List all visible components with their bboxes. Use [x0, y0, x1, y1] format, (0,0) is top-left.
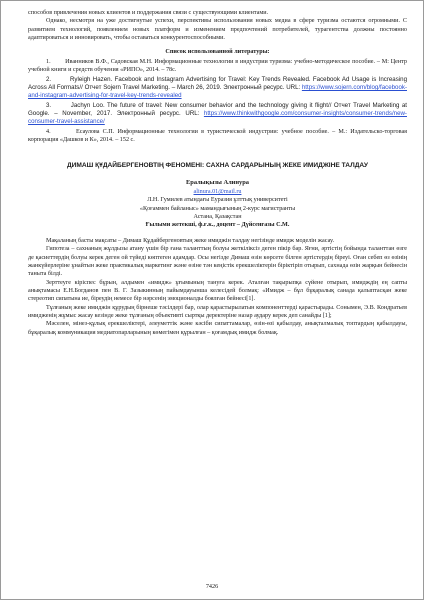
- body-paragraph-hypothesis: Гипотеза – сахнаның жұлдызы атану үшін бір ғана таланттың болуы жеткіліксіз деген пікір бар. Яғни, әртістің бойында таланттан өзге де қасиеттердің болуы керек деген ой түйеді көптеген адамдар. Осы негізде Димаш өзін көрсете білген әртістердің біреуі. Оған себеп өз өзінің жанкүйерлеріне ұнайтын жеке практикалық маркетинг және өзіне тән кеңістік ерекшеліктерін біріктіріп отырып, сахнада өзін жарқын бейнесін таныта білді.: [28, 246, 407, 278]
- intro-paragraph-continued: способов привлечения новых клиентов и поддержания связи с существующими клиентами.: [28, 10, 269, 16]
- reference-item: 4. Есаулова С.П. Информационные технологии в туристической индустрии: учебное пособие. – М.: Издательско-торговая корпорация «Дашков и К», 2014. – 152 с.: [28, 128, 407, 144]
- page-number: 7426: [205, 582, 219, 590]
- reference-link[interactable]: https://www.thinkwithgoogle.com/consumer-insights/consumer-trends/new-consumer-travel-assistance/: [28, 109, 407, 126]
- references-title: Список использованной литературы:: [165, 49, 270, 56]
- reference-link[interactable]: https://www.sojern.com/blog/facebook-and-instagram-advertising-for-travel-key-trends-revealed: [28, 83, 407, 100]
- affiliation-program: «Қоғаммен байланыс» мамандығының 2-курс магистранты: [139, 205, 296, 212]
- author-name: Ералықызы Алинура: [186, 179, 249, 187]
- body-paragraph-aim: Мақаланың басты мақсаты – Димаш Құдайбергеновтың жеке имиджін талдау негізінде имидж моделін жасау.: [46, 237, 334, 244]
- author-email-link[interactable]: alinura.01@mail.ru: [193, 188, 242, 195]
- body-paragraph-components: Мәселен, мінез-құлық ерекшеліктері, әлеуметтік және кәсіби сипаттамалар, өзін-өзі қабылдау, анықталмалық топтардың қабылдауы, бұқаралық коммуникация медиатопарларының көмегімен құрылған – қоғамдық имидж болмақ.: [28, 321, 407, 336]
- body-paragraph-image-definition: Зерттеуге кіріспес бұрын, алдымен «имидж» ұғымының тануға керек. Аталған тақырыпқа сүйене отырып, имидждің ең сапты анықтамасы Е.Н.Богданов пен В. Г. Зазыкинның пайымдауынша келесідей болмақ: «Имидж – бұл бұқаралық санада қалыптасқан жеке стереотип сипатына ие, біреудің немесе бір нәрсенің эмоционалды боялған бейнесі[1].: [28, 279, 407, 303]
- affiliation-university: Л.Н. Гумилев атындағы Еуразия ұлттық университеті: [147, 197, 288, 204]
- references-list: [28, 58, 407, 145]
- reference-item: 1. Иванников В.Ф., Садовская М.Н. Информационные технологии в индустрии туризма: учебно-методическое пособие. – М: Центр учебной книги и средств обучения «РИПО», 2014. – 78с.: [28, 58, 407, 74]
- body-paragraph-methods: Тұлғаның жеке имиджін құрудың бірнеше тәсілдері бар, олар қарастырылатын компоненттерді қарастырады. Сонымен, Э.В. Кондратьев имидженің жұмыс жасау кезінде жеке тұлғаның объективті сыртқы деректеріне назар аудару керек деп санайды [1];: [28, 304, 407, 320]
- supervisor: Ғылыми жетекші, ф.ғ.к., доцент – Дүйсенғазы С.М.: [145, 222, 290, 229]
- intro-paragraph: Однако, несмотря на уже достигнутые успехи, перспективы использования новых медиа в сфере туризма остаются огромными. С развитием технологий, появлением новых платформ и изменением предпочтений потребителей, турагентства должны постоянно адаптироваться и инновировать, чтобы оставаться конкурентоспособными.: [28, 18, 407, 42]
- reference-item: 2. Ryleigh Hazen. Facebook and Instagram Advertising for Travel: Key Trends Revealed. Facebook Ad Usage is Increasing Across All Formats// Отчет Sojern Travel Marketing. – March 26, 2019. Электронный ресурс. URL: https://www.sojern.com/blog/facebook-and-instagram-advertising-for-travel-key-trends-revealed: [28, 75, 407, 100]
- article-title: ДИМАШ ҚҰДАЙБЕРГЕНОВТІҢ ФЕНОМЕНІ: САХНА САРДАРЫНЫҢ ЖЕКЕ ИМИДЖІНЕ ТАЛДАУ: [66, 162, 369, 170]
- affiliation-city: Астана, Қазақстан: [193, 214, 242, 221]
- reference-item: 3. Jachyn Loo. The future of travel: New consumer behavior and the technology giving it flight// Отчет Travel Marketing at Google. – November, 2017. Электронный ресурс. URL: https://www.thinkwithgoogle.com/consumer-insights/consumer-trends/new-consumer-travel-assistance/: [28, 101, 407, 126]
